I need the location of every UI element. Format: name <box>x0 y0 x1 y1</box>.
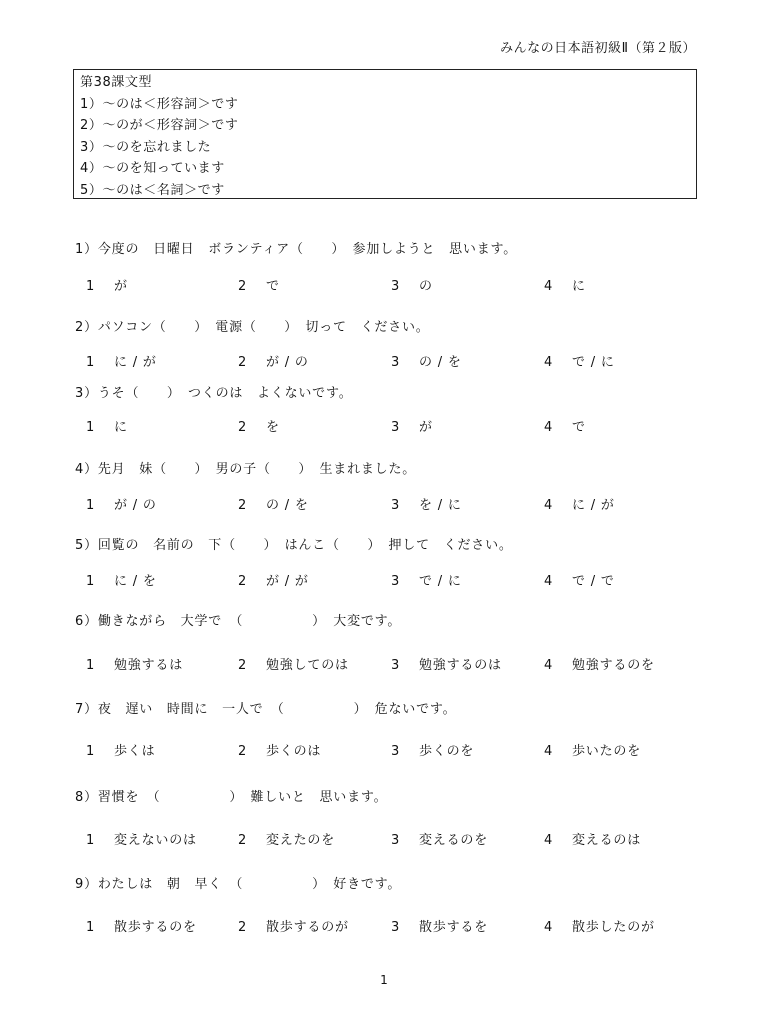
option-text: 変えるのを <box>419 833 489 848</box>
option-number: 2 <box>238 420 248 435</box>
option-text: 散歩したのが <box>572 920 655 935</box>
option-text: に <box>572 279 586 294</box>
option-number: 3 <box>391 279 401 294</box>
option[interactable] <box>86 570 157 589</box>
question-2: 2）パソコン（ ） 電源（ ） 切って ください。 <box>75 320 430 335</box>
option[interactable] <box>86 916 197 935</box>
option-number: 2 <box>238 574 248 589</box>
option[interactable] <box>238 654 349 673</box>
patterns-title: 第38課文型 <box>80 75 153 90</box>
option-text: で / で <box>572 574 615 589</box>
option-number: 1 <box>86 833 96 848</box>
option[interactable] <box>544 916 655 935</box>
option-text: で / に <box>419 574 462 589</box>
page-number: 1 <box>380 973 388 987</box>
option-text: 変えたのを <box>266 833 336 848</box>
option-number: 1 <box>86 574 96 589</box>
option[interactable] <box>391 351 462 370</box>
option-number: 1 <box>86 744 96 759</box>
option-number: 3 <box>391 833 401 848</box>
option[interactable] <box>391 570 462 589</box>
option[interactable] <box>544 494 615 513</box>
option-text: が / の <box>114 498 157 513</box>
question-4-options <box>86 494 686 514</box>
option[interactable] <box>544 829 641 848</box>
option-text: 勉強してのは <box>266 658 349 673</box>
question-1: 1）今度の 日曜日 ボランティア（ ） 参加しようと 思います。 <box>75 242 518 257</box>
option-text: が <box>114 279 128 294</box>
option[interactable] <box>544 740 641 759</box>
option-text: 散歩するのを <box>114 920 197 935</box>
option-text: で <box>572 420 586 435</box>
option-number: 1 <box>86 658 96 673</box>
option[interactable] <box>544 654 655 673</box>
option-text: を / に <box>419 498 462 513</box>
option-text: に <box>114 420 128 435</box>
option-text: 歩いたのを <box>572 744 642 759</box>
option[interactable] <box>86 275 128 294</box>
option-number: 4 <box>544 420 554 435</box>
option-text: の / を <box>266 498 309 513</box>
option-number: 2 <box>238 355 248 370</box>
option-number: 3 <box>391 355 401 370</box>
option[interactable] <box>238 740 321 759</box>
document-header: みんなの日本語初級Ⅱ（第２版） <box>500 41 696 56</box>
option-number: 3 <box>391 574 401 589</box>
option-text: に / が <box>114 355 157 370</box>
question-8: 8）習慣を （ ） 難しいと 思います。 <box>75 790 388 805</box>
option-text: 勉強するのは <box>419 658 502 673</box>
option-text: に / が <box>572 498 615 513</box>
option-number: 4 <box>544 498 554 513</box>
option[interactable] <box>391 916 488 935</box>
option-number: 4 <box>544 744 554 759</box>
option-number: 2 <box>238 658 248 673</box>
question-6: 6）働きながら 大学で （ ） 大変です。 <box>75 614 402 629</box>
option-number: 3 <box>391 658 401 673</box>
option-text: を <box>266 420 280 435</box>
option-text: 歩くは <box>114 744 156 759</box>
option-text: 変えないのは <box>114 833 197 848</box>
option-text: 歩くのを <box>419 744 475 759</box>
option[interactable] <box>544 275 586 294</box>
question-1-options <box>86 275 686 295</box>
option-number: 2 <box>238 833 248 848</box>
option-number: 3 <box>391 420 401 435</box>
option[interactable] <box>391 829 488 848</box>
question-2-options <box>86 351 686 371</box>
option-number: 4 <box>544 574 554 589</box>
option-number: 3 <box>391 498 401 513</box>
option-text: 勉強するは <box>114 658 184 673</box>
option[interactable] <box>391 494 462 513</box>
option-number: 4 <box>544 833 554 848</box>
option[interactable] <box>86 351 157 370</box>
question-4: 4）先月 妹（ ） 男の子（ ） 生まれました。 <box>75 462 417 477</box>
option-number: 2 <box>238 498 248 513</box>
option[interactable] <box>544 351 615 370</box>
option-text: の <box>419 279 433 294</box>
option-number: 3 <box>391 744 401 759</box>
question-9: 9）わたしは 朝 早く （ ） 好きです。 <box>75 877 402 892</box>
option[interactable] <box>544 416 586 435</box>
option-text: が / の <box>266 355 309 370</box>
option-number: 1 <box>86 498 96 513</box>
option-text: が / が <box>266 574 309 589</box>
option-number: 1 <box>86 355 96 370</box>
question-8-options <box>86 829 686 849</box>
question-3-options <box>86 416 686 436</box>
option-number: 4 <box>544 279 554 294</box>
option-text: 歩くのは <box>266 744 322 759</box>
option[interactable] <box>238 351 309 370</box>
question-9-options <box>86 916 686 936</box>
option[interactable] <box>86 494 157 513</box>
option-text: 散歩するを <box>419 920 489 935</box>
option-text: で <box>266 279 280 294</box>
option[interactable] <box>86 829 197 848</box>
option-number: 4 <box>544 920 554 935</box>
pattern-item: 3）～のを忘れました <box>80 139 212 155</box>
option[interactable] <box>391 416 433 435</box>
option-number: 1 <box>86 420 96 435</box>
option[interactable] <box>238 494 309 513</box>
option[interactable] <box>86 740 155 759</box>
question-7: 7）夜 遅い 時間に 一人で （ ） 危ないです。 <box>75 702 457 717</box>
question-7-options <box>86 740 686 760</box>
option-number: 4 <box>544 355 554 370</box>
question-5-options <box>86 570 686 590</box>
question-6-options <box>86 654 686 674</box>
sentence-patterns-box <box>73 69 697 199</box>
option-text: の / を <box>419 355 462 370</box>
question-5: 5）回覧の 名前の 下（ ） はんこ（ ） 押して ください。 <box>75 538 513 553</box>
option-text: が <box>419 420 433 435</box>
option-number: 2 <box>238 744 248 759</box>
option[interactable] <box>544 570 615 589</box>
option[interactable] <box>238 416 280 435</box>
pattern-item: 5）～のは＜名詞＞です <box>80 182 225 198</box>
option-text: 勉強するのを <box>572 658 655 673</box>
option-text: 変えるのは <box>572 833 642 848</box>
option[interactable] <box>391 740 474 759</box>
option-text: に / を <box>114 574 157 589</box>
option[interactable] <box>238 829 335 848</box>
option-text: 散歩するのが <box>266 920 349 935</box>
pattern-item: 1）～のは＜形容詞＞です <box>80 96 239 112</box>
option[interactable] <box>238 570 309 589</box>
option-number: 1 <box>86 279 96 294</box>
option-number: 2 <box>238 279 248 294</box>
option-number: 4 <box>544 658 554 673</box>
option-number: 3 <box>391 920 401 935</box>
option[interactable] <box>238 916 349 935</box>
option[interactable] <box>86 416 128 435</box>
option[interactable] <box>238 275 280 294</box>
option[interactable] <box>391 275 433 294</box>
pattern-item: 4）～のを知っています <box>80 161 225 176</box>
option-number: 1 <box>86 920 96 935</box>
pattern-item: 2）～のが＜形容詞＞です <box>80 118 239 133</box>
question-3: 3）うそ（ ） つくのは よくないです。 <box>75 386 353 401</box>
option-number: 2 <box>238 920 248 935</box>
option[interactable] <box>86 654 183 673</box>
option[interactable] <box>391 654 502 673</box>
option-text: で / に <box>572 355 615 370</box>
